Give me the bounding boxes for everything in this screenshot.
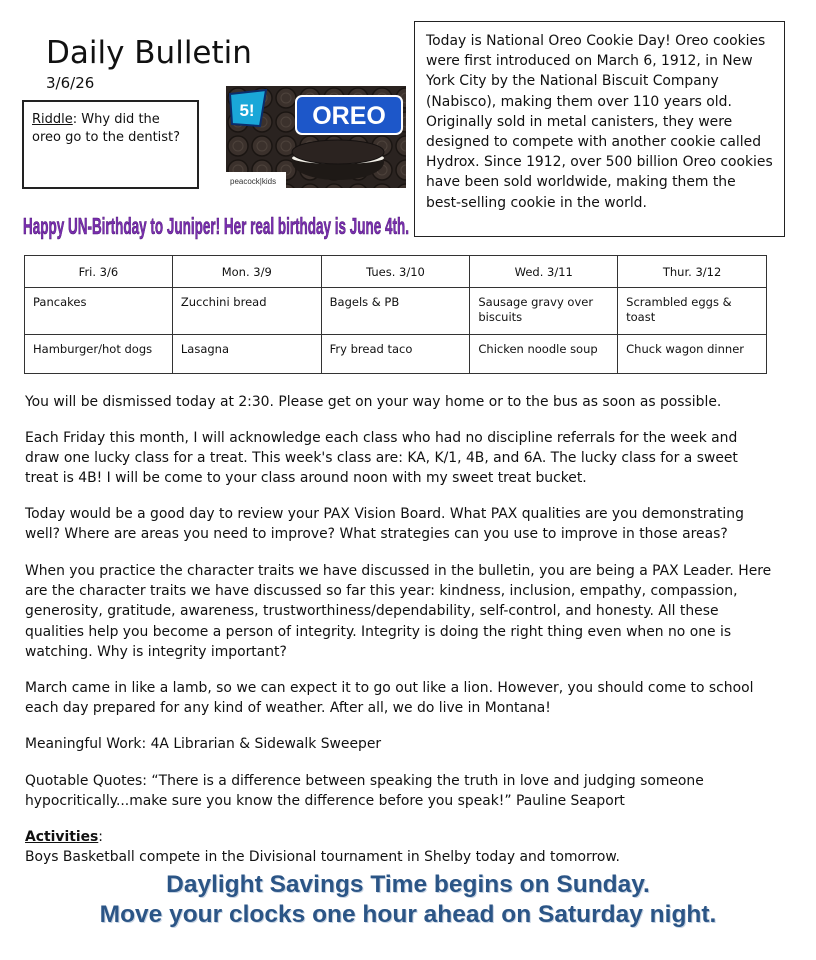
pax-paragraph: Today would be a good day to review your PAX Vision Board. What PAX qualities are you demonstrating well? Where are areas you need to improve? What strategies can you use to improve in those areas? [25,506,744,543]
meaningful-work: Meaningful Work: 4A Librarian & Sidewalk Sweeper [25,736,382,752]
menu-cell: Chuck wagon dinner [618,335,767,374]
menu-day: Mon. 3/9 [172,256,321,288]
page-title: Daily Bulletin [46,35,252,71]
menu-cell: Zucchini bread [172,288,321,335]
menu-day: Fri. 3/6 [25,256,173,288]
menu-day: Thur. 3/12 [618,256,767,288]
riddle-question: : Why did the oreo go to the dentist? [32,112,181,145]
menu-lunch-row [25,335,767,374]
character-traits-paragraph: When you practice the character traits we have discussed in the bulletin, you are being a PAX Leader. Here are the character traits we have discussed so far this year: kindness, inclusion, empathy, compassion, generosity, gratitude, awareness, trustworthiness/dependability, self-control, and honesty. All these qualities help you become a person of integrity. Integrity is doing the right thing even when no one is watching. Why is integrity important? [25,563,772,660]
menu-cell: Sausage gravy over biscuits [470,288,618,335]
menu-cell: Chicken noodle soup [470,335,618,374]
oreo-image [226,86,406,188]
friday-paragraph: Each Friday this month, I will acknowledge each class who had no discipline referrals for the week and draw one lucky class for a treat. This week's class are: KA, K/1, 4B, and 6A. The lucky class for a sweet treat is 4B! I will be come to your class around noon with my sweet treat bucket. [25,430,738,487]
oreo-logo-text: OREO [312,102,386,130]
menu-day: Tues. 3/10 [321,256,470,288]
riddle-box [22,100,199,189]
birthday-banner [22,208,412,242]
bulletin-date: 3/6/26 [46,74,95,92]
menu-cell: Hamburger/hot dogs [25,335,173,374]
activities-heading: Activities [25,829,99,845]
riddle-label: Riddle [32,112,73,127]
weather-paragraph: March came in like a lamb, so we can expect it to go out like a lion. However, you should come to school each day prepared for any kind of weather. After all, we do live in Montana! [25,680,754,717]
birthday-text: Happy UN-Birthday to Juniper! Her real birthday is June 4th. [23,213,409,239]
menu-cell: Lasagna [172,335,321,374]
menu-cell: Pancakes [25,288,173,335]
daylight-savings-banner [0,870,816,930]
banner-line-2: Move your clocks one hour ahead on Saturday night. [99,901,717,928]
menu-breakfast-row [25,288,767,335]
menu-day: Wed. 3/11 [470,256,618,288]
activities-section [25,827,775,867]
menu-cell: Bagels & PB [321,288,470,335]
lunch-menu-table [24,255,767,374]
menu-day-row [25,256,767,288]
network-logo-text: peacock|kids [230,177,277,186]
badge-text: 5! [239,101,255,120]
oreo-fact-box: Today is National Oreo Cookie Day! Oreo cookies were first introduced on March 6, 1912, in New York City by the National Biscuit Company (Nabisco), making them over 110 years old. Originally sold in metal canisters, they were designed to compete with another cookie called Hydrox. Since 1912, over 500 billion Oreo cookies have been sold worldwide, making them the best-selling cookie in the world. [414,21,785,237]
banner-line-1: Daylight Savings Time begins on Sunday. [166,871,650,898]
menu-cell: Scrambled eggs & toast [618,288,767,335]
oreo-illustration [226,86,406,188]
activities-text: Boys Basketball compete in the Divisional tournament in Shelby today and tomorrow. [25,849,620,866]
menu-cell: Fry bread taco [321,335,470,374]
dismissal-paragraph: You will be dismissed today at 2:30. Please get on your way home or to the bus as soon as possible. [25,394,722,410]
activities-colon: : [98,829,103,845]
quotable-quote: Quotable Quotes: “There is a difference between speaking the truth in love and judging someone hypocritically...make sure you know the difference before you speak!” Pauline Seaport [25,773,704,810]
